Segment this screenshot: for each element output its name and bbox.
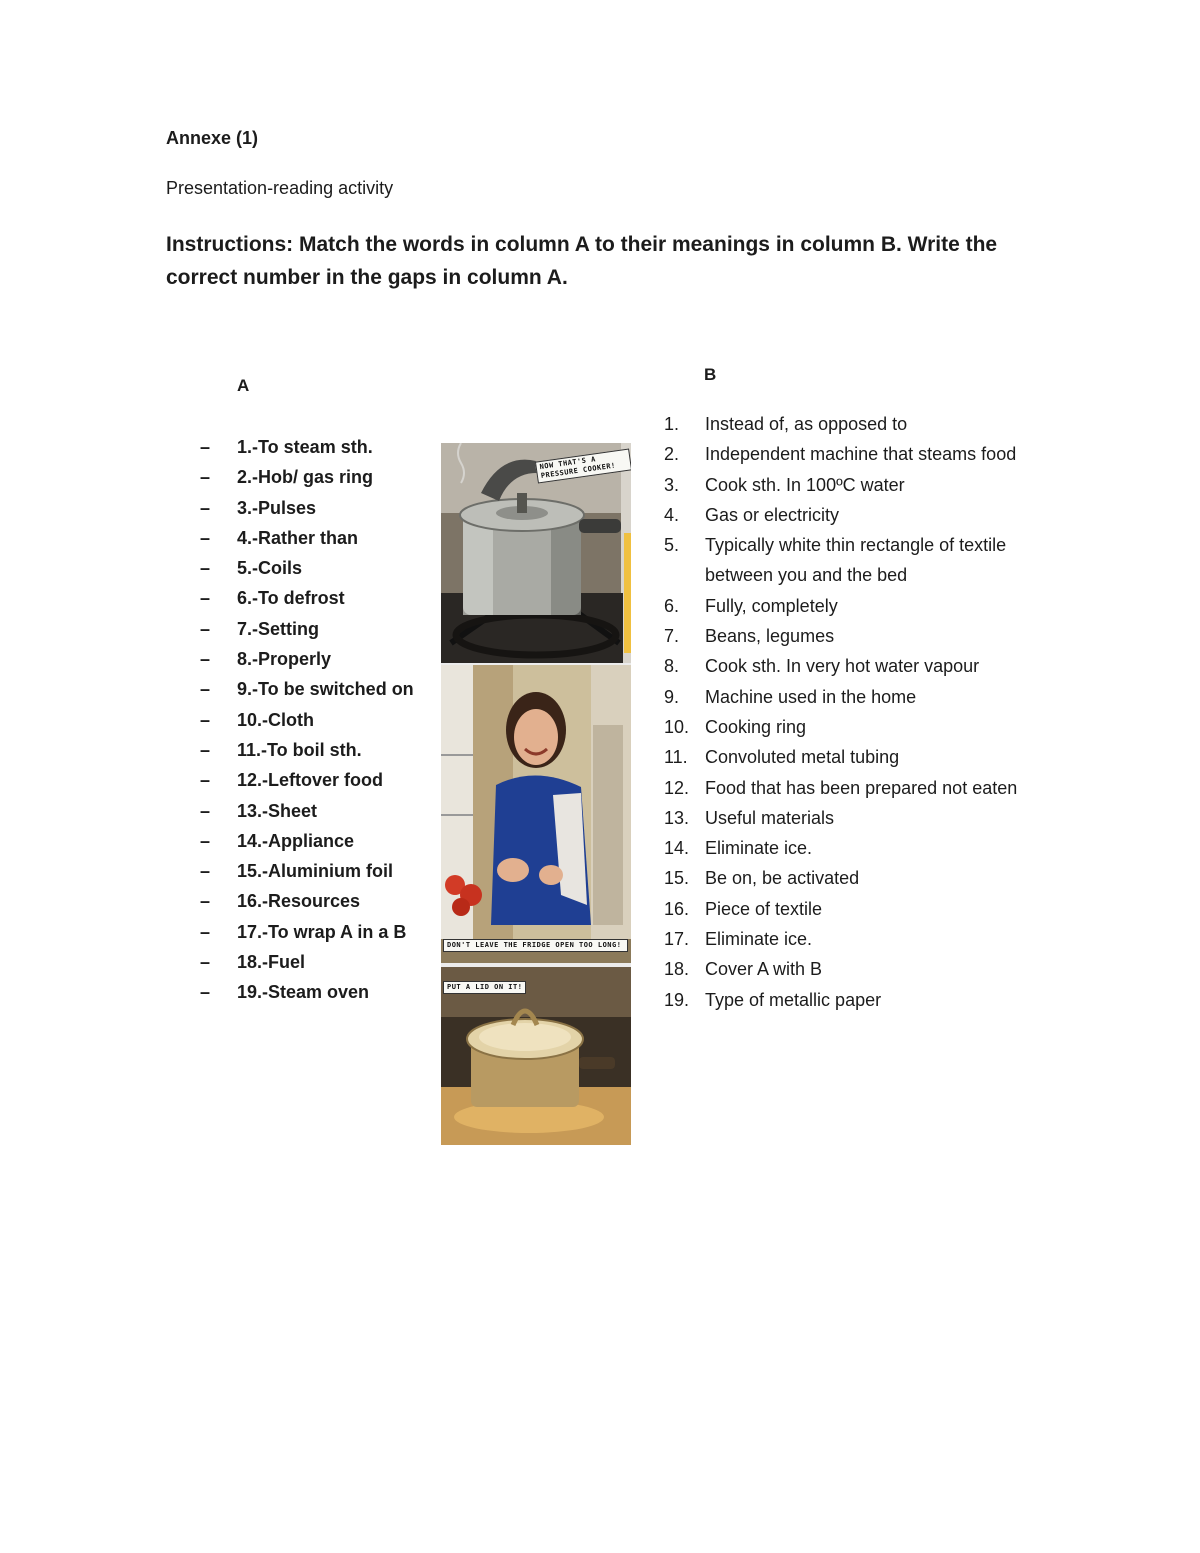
column-a-term: 8.-Properly bbox=[237, 649, 332, 670]
column-b-item bbox=[664, 803, 1024, 833]
photo-strip bbox=[441, 443, 631, 1145]
column-a-list bbox=[200, 432, 414, 1008]
column-a-item bbox=[200, 917, 414, 947]
column-a-term: 2.-Hob/ gas ring bbox=[237, 467, 374, 488]
column-a-item bbox=[200, 826, 414, 856]
dash-bullet: – bbox=[200, 437, 211, 457]
column-b-meaning: Be on, be activated bbox=[705, 868, 860, 889]
fridge-image bbox=[441, 665, 631, 963]
column-b-number: 6. bbox=[664, 595, 680, 616]
column-b-heading: B bbox=[704, 365, 717, 384]
column-b-meaning: Cook sth. In very hot water vapour bbox=[705, 656, 980, 677]
column-b-item bbox=[664, 954, 1024, 984]
column-b-number: 12. bbox=[664, 777, 690, 798]
column-a-item bbox=[200, 493, 414, 523]
column-b-number: 17. bbox=[664, 929, 690, 950]
column-b-meaning: Fully, completely bbox=[705, 595, 838, 616]
column-b-meaning: Beans, legumes bbox=[705, 626, 835, 647]
column-b-number: 9. bbox=[664, 686, 680, 707]
column-b-item bbox=[664, 621, 1024, 651]
column-b-item bbox=[664, 924, 1024, 954]
column-b-list bbox=[664, 409, 1024, 1015]
column-b-meaning: Cooking ring bbox=[705, 716, 807, 737]
lid-pot-photo bbox=[441, 967, 631, 1145]
photo-caption-1: NOW THAT'S A PRESSURE COOKER! bbox=[535, 448, 631, 483]
column-a-item bbox=[200, 977, 414, 1007]
column-b-item bbox=[664, 682, 1024, 712]
column-b-meaning: Eliminate ice. bbox=[705, 929, 813, 950]
column-b-item bbox=[664, 470, 1024, 500]
column-a-item bbox=[200, 583, 414, 613]
column-b-number: 16. bbox=[664, 898, 690, 919]
column-b-number: 11. bbox=[664, 747, 688, 768]
column-b-item bbox=[664, 651, 1024, 681]
column-b-meaning: Cook sth. In 100ºC water bbox=[705, 474, 905, 495]
column-a-item bbox=[200, 886, 414, 916]
column-a-item bbox=[200, 644, 414, 674]
dash-bullet: – bbox=[200, 830, 211, 851]
dash-bullet: – bbox=[200, 921, 211, 942]
column-a-item bbox=[200, 553, 414, 583]
column-a-term: 1.-To steam sth. bbox=[237, 437, 373, 457]
column-b-item bbox=[664, 833, 1024, 863]
column-a-item bbox=[200, 674, 414, 704]
dash-bullet: – bbox=[200, 709, 211, 730]
photo-caption-2: DON'T LEAVE THE FRIDGE OPEN TOO LONG! bbox=[443, 939, 628, 952]
column-a-term: 14.-Appliance bbox=[237, 830, 355, 851]
column-b-meaning: Piece of textile bbox=[705, 898, 823, 919]
column-a-item bbox=[200, 856, 414, 886]
dash-bullet: – bbox=[200, 649, 211, 670]
column-a-item bbox=[200, 765, 414, 795]
column-a-term: 15.-Aluminium foil bbox=[237, 861, 394, 882]
column-b-number: 8. bbox=[664, 656, 680, 677]
column-b-number: 14. bbox=[664, 838, 690, 859]
dash-bullet: – bbox=[200, 891, 211, 912]
column-b-item bbox=[664, 409, 1024, 439]
column-b-item bbox=[664, 863, 1024, 893]
column-b-meaning: Useful materials bbox=[705, 807, 835, 828]
dash-bullet: – bbox=[200, 527, 211, 548]
column-b-number: 4. bbox=[664, 504, 680, 525]
dash-bullet: – bbox=[200, 467, 211, 488]
column-a-term: 10.-Cloth bbox=[237, 709, 315, 730]
column-a-term: 3.-Pulses bbox=[237, 497, 317, 518]
column-a-item bbox=[200, 614, 414, 644]
column-a-term: 4.-Rather than bbox=[237, 527, 359, 548]
column-b-number: 19. bbox=[664, 989, 690, 1010]
column-b-meaning: Gas or electricity bbox=[705, 504, 840, 525]
photo-caption-3: PUT A LID ON IT! bbox=[443, 981, 526, 994]
column-b-meaning: Typically white thin rectangle of textile between you and the bed bbox=[705, 535, 1007, 586]
activity-subtitle: Presentation-reading activity bbox=[166, 178, 394, 198]
dash-bullet: – bbox=[200, 679, 211, 700]
column-b-item bbox=[664, 591, 1024, 621]
column-a-term: 6.-To defrost bbox=[237, 588, 345, 609]
column-b-item bbox=[664, 500, 1024, 530]
column-b-item bbox=[664, 712, 1024, 742]
dash-bullet: – bbox=[200, 588, 211, 609]
column-b-item bbox=[664, 439, 1024, 469]
dash-bullet: – bbox=[200, 558, 211, 579]
pressure-cooker-photo bbox=[441, 443, 631, 663]
column-b-meaning: Convoluted metal tubing bbox=[705, 747, 900, 768]
column-b-item bbox=[664, 742, 1024, 772]
column-a-item bbox=[200, 523, 414, 553]
column-a-heading: A bbox=[237, 376, 250, 395]
column-a-item bbox=[200, 796, 414, 826]
column-b-number: 3. bbox=[664, 474, 680, 495]
annex-title: Annexe (1) bbox=[166, 128, 259, 148]
column-a-item bbox=[200, 705, 414, 735]
column-a-term: 17.-To wrap A in a B bbox=[237, 921, 407, 942]
column-a-term: 16.-Resources bbox=[237, 891, 361, 912]
column-b-meaning: Food that has been prepared not eaten bbox=[705, 777, 1018, 798]
column-a-term: 12.-Leftover food bbox=[237, 770, 384, 791]
dash-bullet: – bbox=[200, 982, 211, 1003]
dash-bullet: – bbox=[200, 770, 211, 791]
instructions: Instructions: Match the words in column A to their meanings in column B. Write the correct number in the gaps in column A. bbox=[166, 233, 998, 289]
column-b-meaning: Independent machine that steams food bbox=[705, 444, 1017, 465]
fridge-photo bbox=[441, 665, 631, 963]
dash-bullet: – bbox=[200, 861, 211, 882]
column-b-number: 18. bbox=[664, 959, 690, 980]
column-b-number: 1. bbox=[664, 414, 680, 434]
column-a-term: 13.-Sheet bbox=[237, 800, 318, 821]
dash-bullet: – bbox=[200, 739, 211, 760]
column-a-item bbox=[200, 462, 414, 492]
column-a-term: 9.-To be switched on bbox=[237, 679, 414, 700]
column-b-meaning: Instead of, as opposed to bbox=[705, 414, 908, 434]
column-a-item bbox=[200, 947, 414, 977]
column-b-number: 13. bbox=[664, 807, 690, 828]
column-a-term: 11.-To boil sth. bbox=[237, 739, 362, 760]
column-b-item bbox=[664, 530, 1024, 591]
column-b-number: 2. bbox=[664, 444, 680, 465]
column-a-term: 7.-Setting bbox=[237, 618, 320, 639]
column-b-item bbox=[664, 985, 1024, 1015]
column-b-meaning: Type of metallic paper bbox=[705, 989, 882, 1010]
column-b-item bbox=[664, 894, 1024, 924]
column-b-number: 7. bbox=[664, 626, 680, 647]
column-a-term: 5.-Coils bbox=[237, 558, 303, 579]
column-b-number: 5. bbox=[664, 535, 680, 556]
column-b-meaning: Eliminate ice. bbox=[705, 838, 813, 859]
column-b-meaning: Machine used in the home bbox=[705, 686, 917, 707]
dash-bullet: – bbox=[200, 618, 211, 639]
column-b-number: 15. bbox=[664, 868, 690, 889]
column-b-number: 10. bbox=[664, 716, 690, 737]
column-b-meaning: Cover A with B bbox=[705, 959, 823, 980]
column-a-term: 18.-Fuel bbox=[237, 952, 306, 973]
column-a-item bbox=[200, 735, 414, 765]
column-a-item bbox=[200, 432, 414, 462]
column-b-item bbox=[664, 773, 1024, 803]
dash-bullet: – bbox=[200, 800, 211, 821]
column-a-term: 19.-Steam oven bbox=[237, 982, 370, 1003]
dash-bullet: – bbox=[200, 497, 211, 518]
dash-bullet: – bbox=[200, 952, 211, 973]
